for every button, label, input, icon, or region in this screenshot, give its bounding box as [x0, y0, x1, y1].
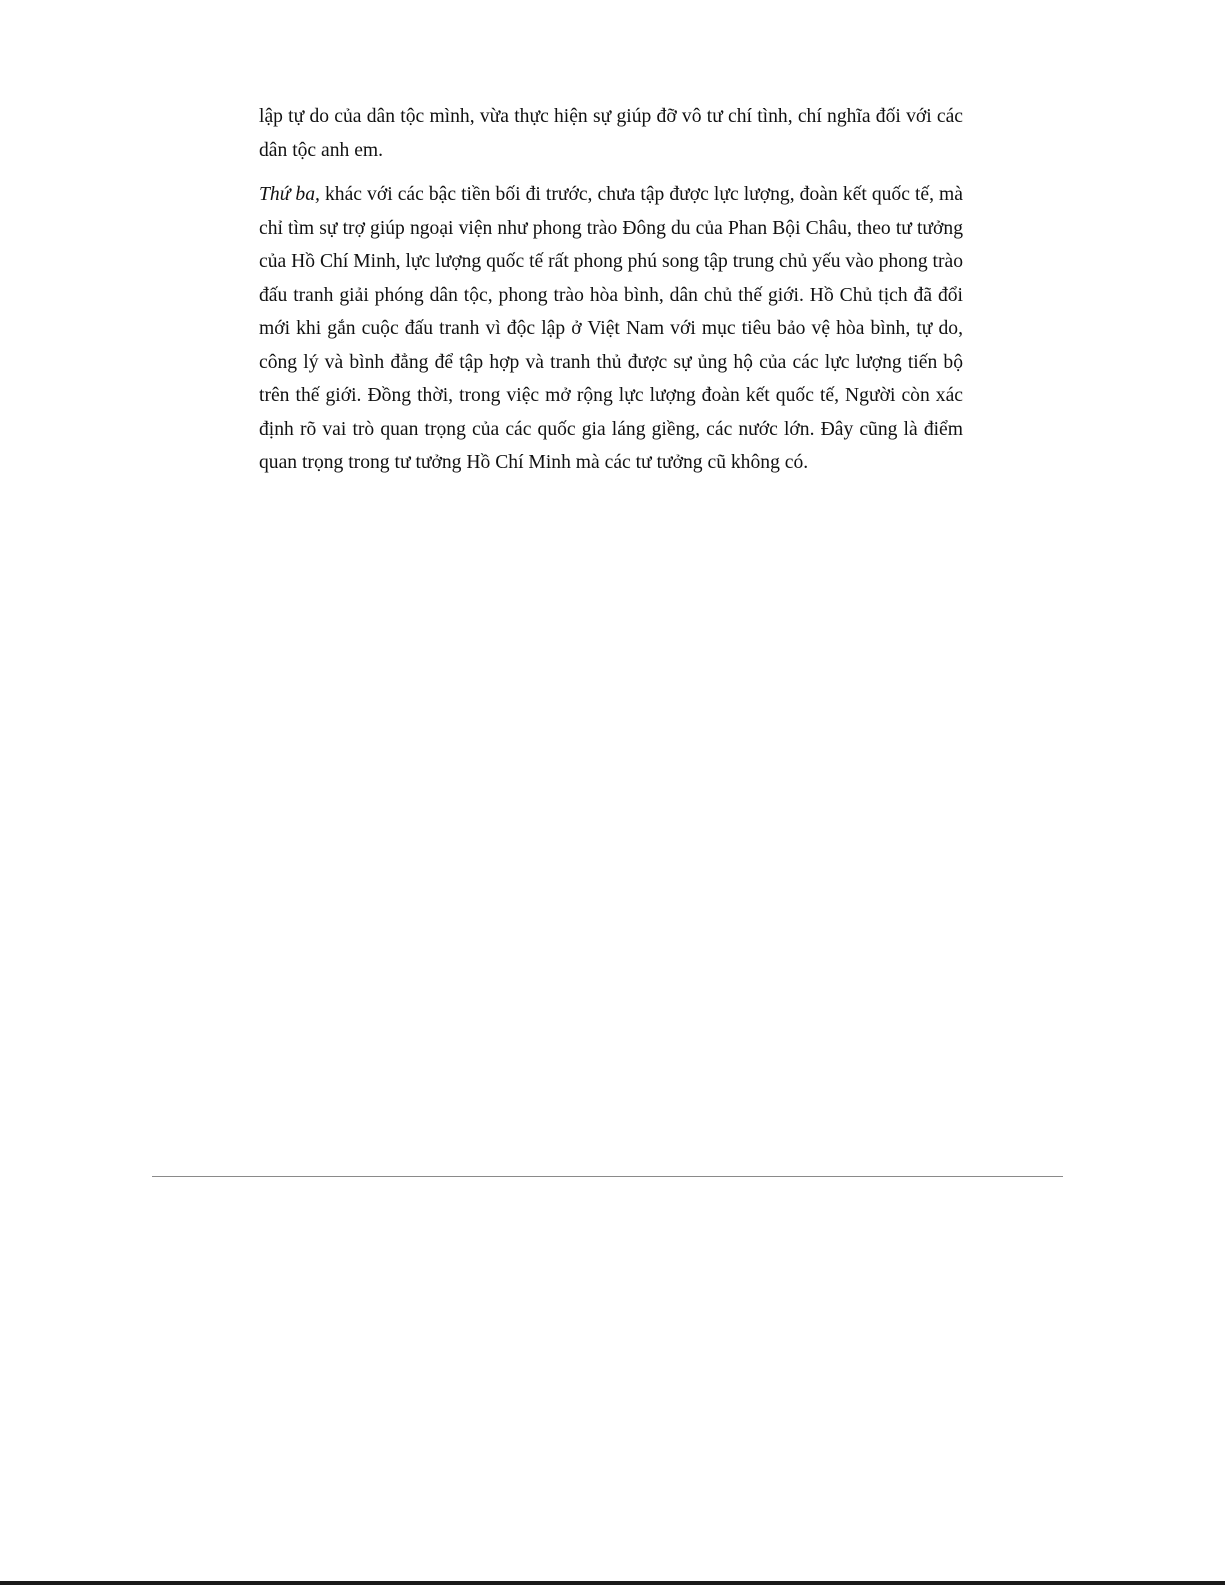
text-line: công lý và bình đẳng để tập hợp và tranh thủ được sự ủng hộ của các lực lượng tiến bộ: [259, 351, 963, 373]
page-bottom-edge: [0, 1581, 1225, 1585]
italic-lead-phrase: Thứ ba,: [259, 184, 320, 205]
footnote-separator-line: [152, 1176, 1063, 1177]
text-line: quan trọng trong tư tưởng Hồ Chí Minh mà các tư tưởng cũ không có.: [259, 452, 809, 473]
text-line: mới khi gắn cuộc đấu tranh vì độc lập ở Việt Nam với mục tiêu bảo vệ hòa bình, tự do,: [259, 318, 963, 339]
text-line-remainder: khác với các bậc tiền bối đi trước, chưa tập được lực lượng, đoàn kết quốc tế, mà: [319, 184, 963, 205]
body-text: [259, 100, 963, 480]
paragraph-continuation: [259, 100, 963, 167]
text-line: trên thế giới. Đồng thời, trong việc mở rộng lực lượng đoàn kết quốc tế, Người còn xác: [259, 385, 963, 406]
text-line: đấu tranh giải phóng dân tộc, phong trào hòa bình, dân chủ thế giới. Hồ Chủ tịch đã đổi: [259, 284, 963, 306]
text-line: của Hồ Chí Minh, lực lượng quốc tế rất phong phú song tập trung chủ yếu vào phong trào: [259, 251, 963, 272]
paragraph-thu-ba: [259, 178, 963, 480]
text-line: dân tộc anh em.: [259, 139, 384, 161]
text-line: chỉ tìm sự trợ giúp ngoại viện như phong trào Đông du của Phan Bội Châu, theo tư tưởng: [259, 217, 963, 239]
text-line: lập tự do của dân tộc mình, vừa thực hiện sự giúp đỡ vô tư chí tình, chí nghĩa đối với các: [259, 106, 963, 127]
text-line: [259, 178, 963, 212]
text-line: định rõ vai trò quan trọng của các quốc gia láng giềng, các nước lớn. Đây cũng là điểm: [259, 418, 963, 440]
